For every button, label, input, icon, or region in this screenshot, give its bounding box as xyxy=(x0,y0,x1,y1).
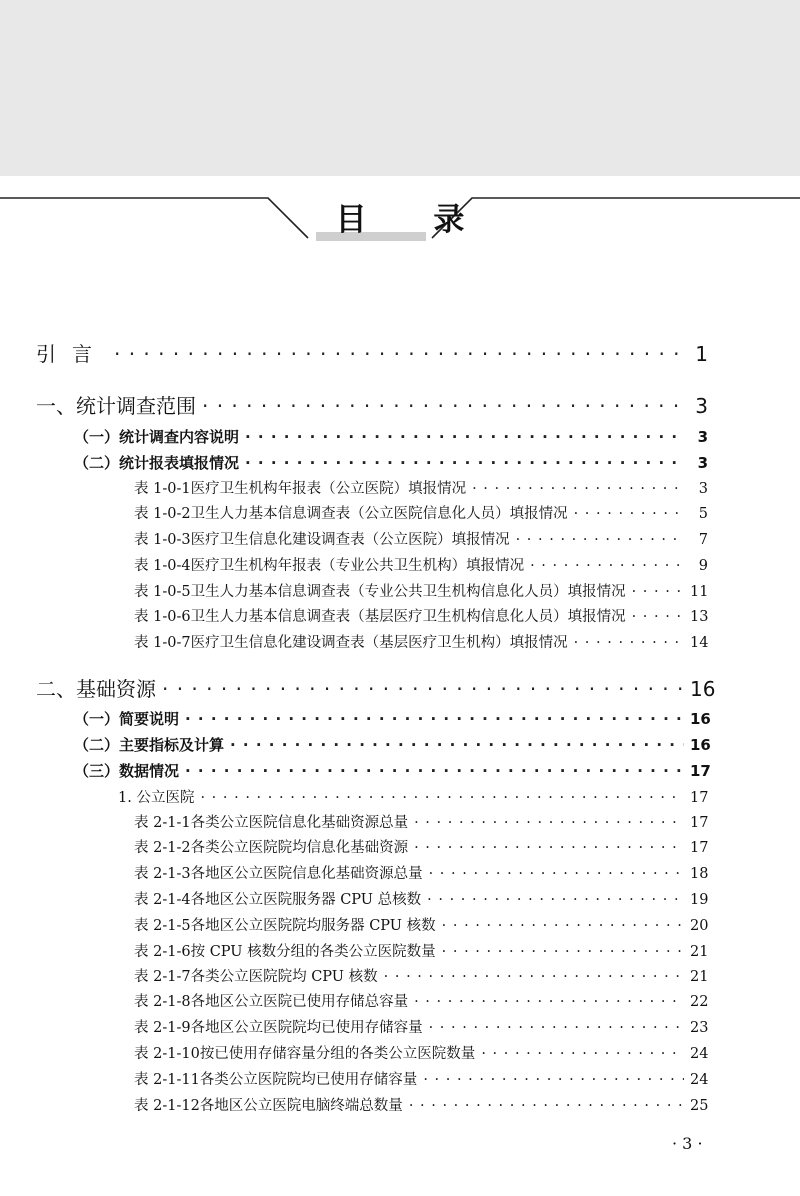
toc-table-code: 表 2-1-10 xyxy=(134,1046,200,1062)
toc-entry-table-1-0-6[interactable] xyxy=(134,605,708,626)
toc-page-number: 20 xyxy=(690,918,709,934)
toc-page-number: 11 xyxy=(690,584,709,600)
toc-entry-title: 二、基础资源 xyxy=(36,677,156,701)
toc-entry-table-2-1-6[interactable] xyxy=(134,940,708,961)
toc-table-code: 表 2-1-8 xyxy=(134,994,191,1010)
toc-entry-title: 各地区公立医院电脑终端总数量 xyxy=(199,1098,403,1114)
toc-entry-table-2-1-8[interactable] xyxy=(134,990,708,1011)
toc-page-number: 23 xyxy=(690,1020,709,1036)
toc-entry-title: 按已使用存储容量分组的各类公立医院数量 xyxy=(199,1046,476,1062)
toc-entry-section-2-2[interactable] xyxy=(74,734,711,755)
toc-page-number: 14 xyxy=(690,635,709,651)
toc-entry-table-1-0-3[interactable] xyxy=(134,528,708,549)
toc-table-code: 表 1-0-3 xyxy=(134,532,191,548)
toc-leader-dots xyxy=(442,944,684,960)
toc-entry-title: 各类公立医院院均已使用存储容量 xyxy=(199,1072,418,1088)
toc-table-code: 表 2-1-11 xyxy=(134,1072,200,1088)
toc-entry-title: （二）主要指标及计算 xyxy=(74,736,225,754)
toc-table-code: 表 2-1-6 xyxy=(134,944,191,960)
toc-leader-dots xyxy=(185,710,684,728)
toc-page-number: 24 xyxy=(690,1046,709,1062)
toc-entry-title: 各地区公立医院已使用存储总容量 xyxy=(190,994,409,1010)
toc-entry-table-1-0-2[interactable] xyxy=(134,502,708,523)
toc-page-number: 3 xyxy=(697,428,708,446)
toc-entry-table-2-1-2[interactable] xyxy=(134,836,708,857)
toc-page-number: 1 xyxy=(695,342,708,366)
toc-entry-title: 医疗卫生机构年报表（公立医院）填报情况 xyxy=(190,481,467,497)
toc-entry-subsection-public-hospitals[interactable] xyxy=(118,786,708,807)
toc-leader-dots xyxy=(472,481,684,497)
toc-entry-title: 引言 xyxy=(36,342,108,366)
toc-entry-title: 各地区公立医院服务器 CPU 总核数 xyxy=(190,892,422,908)
toc-leader-dots xyxy=(384,969,684,985)
toc-entry-table-2-1-4[interactable] xyxy=(134,888,708,909)
toc-leader-dots xyxy=(423,1072,684,1088)
toc-table-code: 表 2-1-1 xyxy=(134,815,191,831)
toc-entry-title: 医疗卫生信息化建设调查表（公立医院）填报情况 xyxy=(190,532,510,548)
toc-entry-table-1-0-1[interactable] xyxy=(134,477,708,498)
toc-leader-dots xyxy=(530,558,684,574)
toc-leader-dots xyxy=(632,609,684,625)
toc-page-number: 16 xyxy=(690,710,711,728)
toc-entry-intro[interactable] xyxy=(36,338,708,367)
toc-entry-title: 各类公立医院院均 CPU 核数 xyxy=(190,969,378,985)
toc-entry-title: 1. 公立医院 xyxy=(118,790,195,806)
toc-table-code: 表 1-0-4 xyxy=(134,558,191,574)
toc-page-number: 24 xyxy=(690,1072,709,1088)
toc-entry-title: （一）统计调查内容说明 xyxy=(74,428,240,446)
toc-page-number: 13 xyxy=(690,609,709,625)
toc-entry-title: 医疗卫生信息化建设调查表（基层医疗卫生机构）填报情况 xyxy=(190,635,568,651)
toc-page-number: 17 xyxy=(690,815,709,831)
toc-leader-dots xyxy=(245,454,684,472)
toc-page-number: 3 xyxy=(698,481,708,497)
toc-entry-table-1-0-7[interactable] xyxy=(134,631,708,652)
toc-entry-title: 各类公立医院信息化基础资源总量 xyxy=(190,815,409,831)
toc-page-number: 17 xyxy=(690,790,709,806)
toc-page-number: 25 xyxy=(690,1098,709,1114)
toc-entry-table-2-1-1[interactable] xyxy=(134,811,708,832)
toc-page-number: 16 xyxy=(690,677,716,701)
toc-leader-dots xyxy=(516,532,684,548)
page-number-footer: · 3 · xyxy=(672,1134,703,1153)
toc-page-number: 9 xyxy=(698,558,708,574)
toc-leader-dots xyxy=(200,790,684,806)
toc-leader-dots xyxy=(429,866,684,882)
toc-leader-dots xyxy=(481,1046,684,1062)
toc-entry-title: （一）简要说明 xyxy=(74,710,180,728)
toc-table-code: 表 2-1-2 xyxy=(134,840,191,856)
toc-entry-section-2[interactable] xyxy=(36,673,716,702)
toc-page-number: 21 xyxy=(690,969,709,985)
toc-leader-dots xyxy=(442,918,684,934)
toc-leader-dots xyxy=(245,428,684,446)
toc-entry-section-1-2[interactable] xyxy=(74,452,708,473)
toc-page-number: 3 xyxy=(697,454,708,472)
toc-entry-table-2-1-11[interactable] xyxy=(134,1068,708,1089)
toc-entry-table-2-1-3[interactable] xyxy=(134,862,708,883)
toc-entry-section-2-3[interactable] xyxy=(74,760,711,781)
toc-table-code: 表 1-0-1 xyxy=(134,481,191,497)
toc-page-number: 19 xyxy=(690,892,709,908)
toc-table-code: 表 1-0-5 xyxy=(134,584,191,600)
toc-leader-dots xyxy=(632,584,684,600)
toc-page-number: 16 xyxy=(690,736,711,754)
toc-table-code: 表 2-1-9 xyxy=(134,1020,191,1036)
toc-entry-title: 医疗卫生机构年报表（专业公共卫生机构）填报情况 xyxy=(190,558,525,574)
toc-page-number: 7 xyxy=(698,532,708,548)
toc-table-code: 表 2-1-5 xyxy=(134,918,191,934)
toc-entry-title: 卫生人力基本信息调查表（专业公共卫生机构信息化人员）填报情况 xyxy=(190,584,626,600)
toc-entry-title: 各类公立医院院均信息化基础资源 xyxy=(190,840,409,856)
toc-page-number: 22 xyxy=(690,994,709,1010)
toc-leader-dots xyxy=(162,677,684,701)
toc-table-code: 表 1-0-7 xyxy=(134,635,191,651)
toc-entry-section-2-1[interactable] xyxy=(74,708,711,729)
toc-entry-title: 卫生人力基本信息调查表（公立医院信息化人员）填报情况 xyxy=(190,506,568,522)
toc-page-number: 3 xyxy=(695,394,708,418)
toc-entry-title: 各地区公立医院院均服务器 CPU 核数 xyxy=(190,918,436,934)
page-title: 目 录 xyxy=(335,202,493,238)
toc-leader-dots xyxy=(185,762,684,780)
toc-page-number: 21 xyxy=(690,944,709,960)
toc-leader-dots xyxy=(230,736,684,754)
toc-table-code: 表 1-0-6 xyxy=(134,609,191,625)
toc-entry-table-1-0-4[interactable] xyxy=(134,554,708,575)
toc-leader-dots xyxy=(414,840,684,856)
toc-page-number: 17 xyxy=(690,840,709,856)
toc-leader-dots xyxy=(409,1098,684,1114)
toc-table-code: 表 1-0-2 xyxy=(134,506,191,522)
toc-entry-table-2-1-10[interactable] xyxy=(134,1042,708,1063)
toc-leader-dots xyxy=(574,506,684,522)
toc-leader-dots xyxy=(202,394,684,418)
toc-entry-title: 各地区公立医院院均已使用存储容量 xyxy=(190,1020,423,1036)
toc-page-number: 17 xyxy=(690,762,711,780)
toc-table-code: 表 2-1-4 xyxy=(134,892,191,908)
toc-page-number: 5 xyxy=(698,506,708,522)
toc-entry-title: 按 CPU 核数分组的各类公立医院数量 xyxy=(190,944,436,960)
toc-leader-dots xyxy=(427,892,684,908)
toc-entry-title: 卫生人力基本信息调查表（基层医疗卫生机构信息化人员）填报情况 xyxy=(190,609,626,625)
toc-leader-dots xyxy=(429,1020,684,1036)
toc-entry-table-2-1-5[interactable] xyxy=(134,914,708,935)
toc-entry-section-1[interactable] xyxy=(36,390,708,419)
toc-entry-table-2-1-7[interactable] xyxy=(134,965,708,986)
toc-entry-section-1-1[interactable] xyxy=(74,426,708,447)
toc-leader-dots xyxy=(414,815,684,831)
toc-entry-table-2-1-12[interactable] xyxy=(134,1094,708,1115)
toc-leader-dots xyxy=(114,342,684,366)
toc-page-number: 18 xyxy=(690,866,709,882)
toc-leader-dots xyxy=(574,635,684,651)
toc-table-code: 表 2-1-12 xyxy=(134,1098,200,1114)
toc-table-code: 表 2-1-7 xyxy=(134,969,191,985)
toc-entry-title: （二）统计报表填报情况 xyxy=(74,454,240,472)
toc-table-code: 表 2-1-3 xyxy=(134,866,191,882)
toc-leader-dots xyxy=(414,994,684,1010)
toc-entry-title: 一、统计调查范围 xyxy=(36,394,196,418)
toc-entry-title: （三）数据情况 xyxy=(74,762,180,780)
toc-entry-table-2-1-9[interactable] xyxy=(134,1016,708,1037)
toc-entry-title: 各地区公立医院信息化基础资源总量 xyxy=(190,866,423,882)
toc-entry-table-1-0-5[interactable] xyxy=(134,580,708,601)
